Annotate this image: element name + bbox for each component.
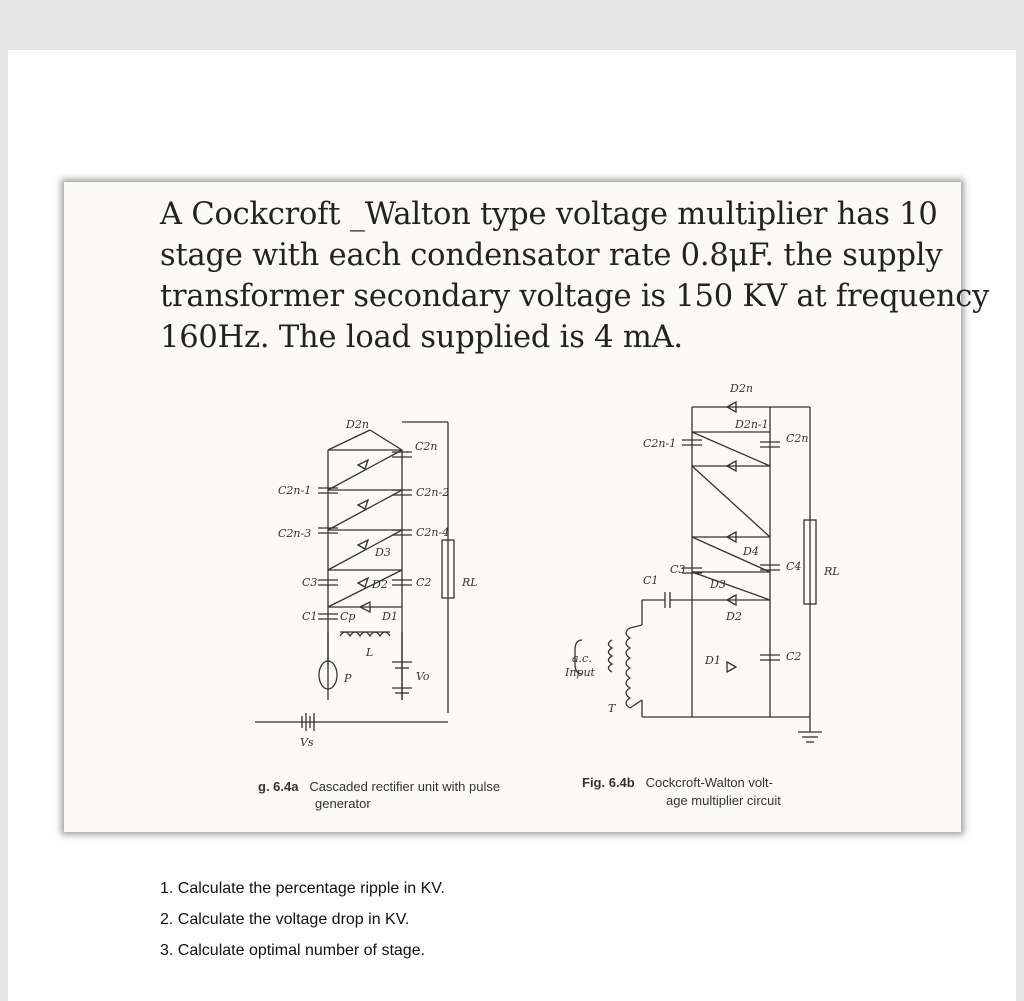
label-c1: C1 (302, 610, 318, 623)
label-d2n: D2n (346, 418, 369, 431)
problem-line: stage with each condensator rate 0.8μF. the supply (160, 238, 943, 273)
question-list (160, 878, 445, 971)
label-r-d4: D4 (743, 545, 759, 558)
label-ac: a.c. (572, 652, 592, 665)
label-t: T (608, 702, 616, 715)
label-vo: Vo (416, 670, 430, 683)
caption-a-text-cont: generator (315, 796, 371, 811)
label-c2n-3: C2n-3 (278, 527, 312, 540)
label-r-c4: C4 (786, 560, 802, 573)
label-r-rl: RL (824, 565, 840, 578)
label-c3: C3 (302, 576, 318, 589)
caption-fig-6-4a (258, 779, 500, 794)
caption-b-text: Cockcroft-Walton volt- (645, 775, 773, 790)
label-c2: C2 (416, 576, 432, 589)
caption-b-figure-number: Fig. 6.4b (582, 775, 635, 790)
label-r-d1: D1 (705, 654, 721, 667)
caption-b-text-cont: age multiplier circuit (666, 793, 781, 808)
label-r-d2n: D2n (730, 382, 753, 395)
label-l: L (366, 646, 374, 659)
label-r-c2n-1: C2n-1 (643, 437, 677, 450)
caption-a-text: Cascaded rectifier unit with pulse (309, 779, 501, 794)
label-r-d3: D3 (710, 578, 726, 591)
label-c2n: C2n (415, 440, 438, 453)
label-rl-left: RL (462, 576, 478, 589)
problem-line: 160Hz. The load supplied is 4 mA. (160, 320, 683, 355)
label-cp: Cp (340, 610, 356, 623)
label-d3: D3 (375, 546, 391, 559)
question-item: 3. Calculate optimal number of stage. (160, 942, 426, 959)
circuit-diagram (230, 370, 870, 760)
label-c2n-2: C2n-2 (416, 486, 450, 499)
label-vs: Vs (300, 736, 314, 749)
question-item: 1. Calculate the percentage ripple in KV. (160, 880, 445, 897)
label-r-c2n: C2n (786, 432, 809, 445)
caption-fig-6-4b (582, 775, 773, 790)
label-input: Input (565, 666, 595, 679)
right-circuit (575, 402, 822, 742)
label-r-c3: C3 (670, 563, 686, 576)
problem-line: transformer secondary voltage is 150 KV at frequency (160, 279, 990, 314)
problem-statement (160, 194, 990, 358)
question-item: 2. Calculate the voltage drop in KV. (160, 911, 410, 928)
label-d1: D1 (382, 610, 398, 623)
label-c2n-1: C2n-1 (278, 484, 312, 497)
label-r-d2: D2 (726, 610, 742, 623)
label-c2n-4: C2n-4 (416, 526, 450, 539)
label-p: P (344, 672, 352, 685)
label-r-c2: C2 (786, 650, 802, 663)
label-r-c1: C1 (643, 574, 659, 587)
label-r-d2n-1: D2n-1 (735, 418, 769, 431)
caption-a-figure-number: g. 6.4a (258, 779, 299, 794)
label-d2: D2 (372, 578, 388, 591)
problem-line: A Cockcroft _Walton type voltage multiplier has 10 (160, 197, 938, 232)
